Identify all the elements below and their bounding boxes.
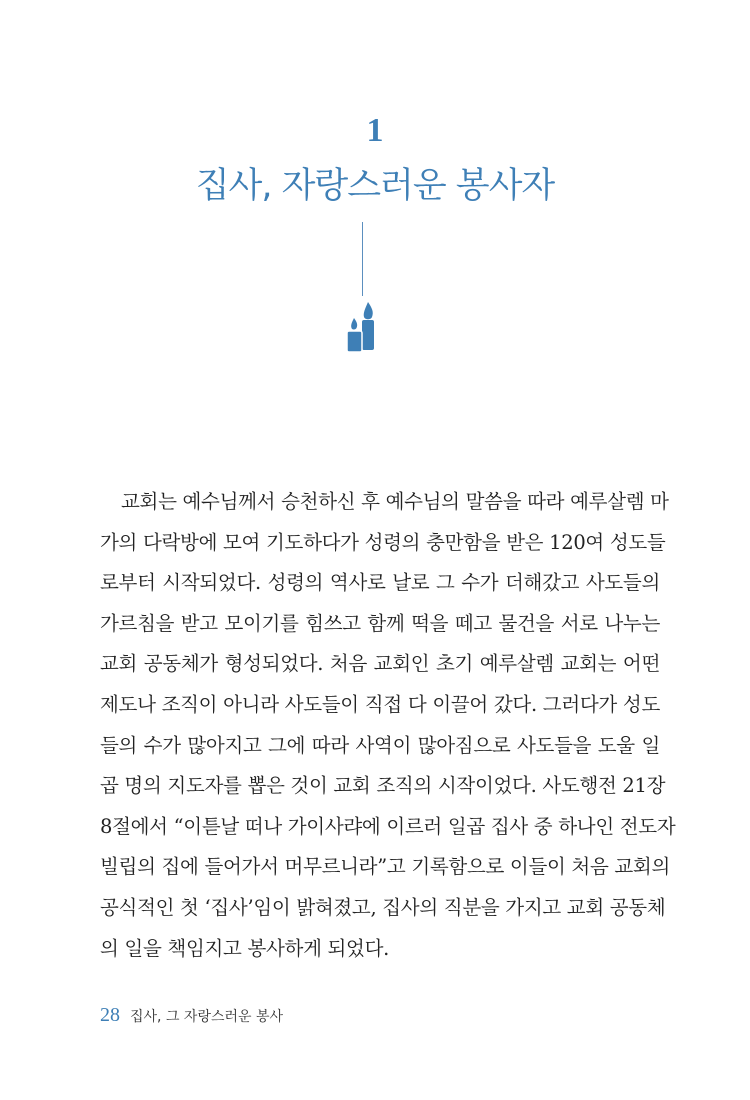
body-line: 8절에서 “이튿날 떠나 가이사랴에 이르러 일곱 집사 중 하나인 전도자 [100,814,676,838]
divider-line [362,222,363,296]
candles-icon [344,300,380,354]
body-line: 가의 다락방에 모여 기도하다가 성령의 충만함을 받은 120여 성도들 [100,530,666,554]
body-line: 로부터 시작되었다. 성령의 역사로 날로 그 수가 더해갔고 사도들의 [100,571,660,595]
body-line: 의 일을 책임지고 봉사하게 되었다. [100,936,390,960]
body-line: 가르침을 받고 모이기를 힘쓰고 함께 떡을 떼고 물건을 서로 나누는 [100,611,660,635]
chapter-title: 집사, 자랑스러운 봉사자 [195,166,555,206]
running-title: 집사, 그 자랑스러운 봉사 [130,1009,284,1025]
body-text [100,482,676,969]
body-line: 들의 수가 많아지고 그에 따라 사역이 많아짐으로 사도들을 도울 일 [100,733,660,757]
page-footer [100,1004,283,1027]
body-line: 공식적인 첫 ‘집사’임이 밝혀졌고, 집사의 직분을 가지고 교회 공동체 [100,895,666,919]
body-line: 곱 명의 지도자를 뽑은 것이 교회 조직의 시작이었다. 사도행전 21장 [100,774,666,798]
chapter-number: 1 [366,112,384,149]
body-line: 교회는 예수님께서 승천하신 후 예수님의 말씀을 따라 예루살렘 마 [121,490,669,513]
body-line: 교회 공동체가 형성되었다. 처음 교회인 초기 예루살렘 교회는 어떤 [100,652,660,676]
page-number: 28 [100,1004,120,1026]
body-line: 빌립의 집에 들어가서 머무르니라”고 기록함으로 이들이 처음 교회의 [100,855,670,879]
body-line: 제도나 조직이 아니라 사도들이 직접 다 이끌어 갔다. 그러다가 성도 [100,692,660,716]
